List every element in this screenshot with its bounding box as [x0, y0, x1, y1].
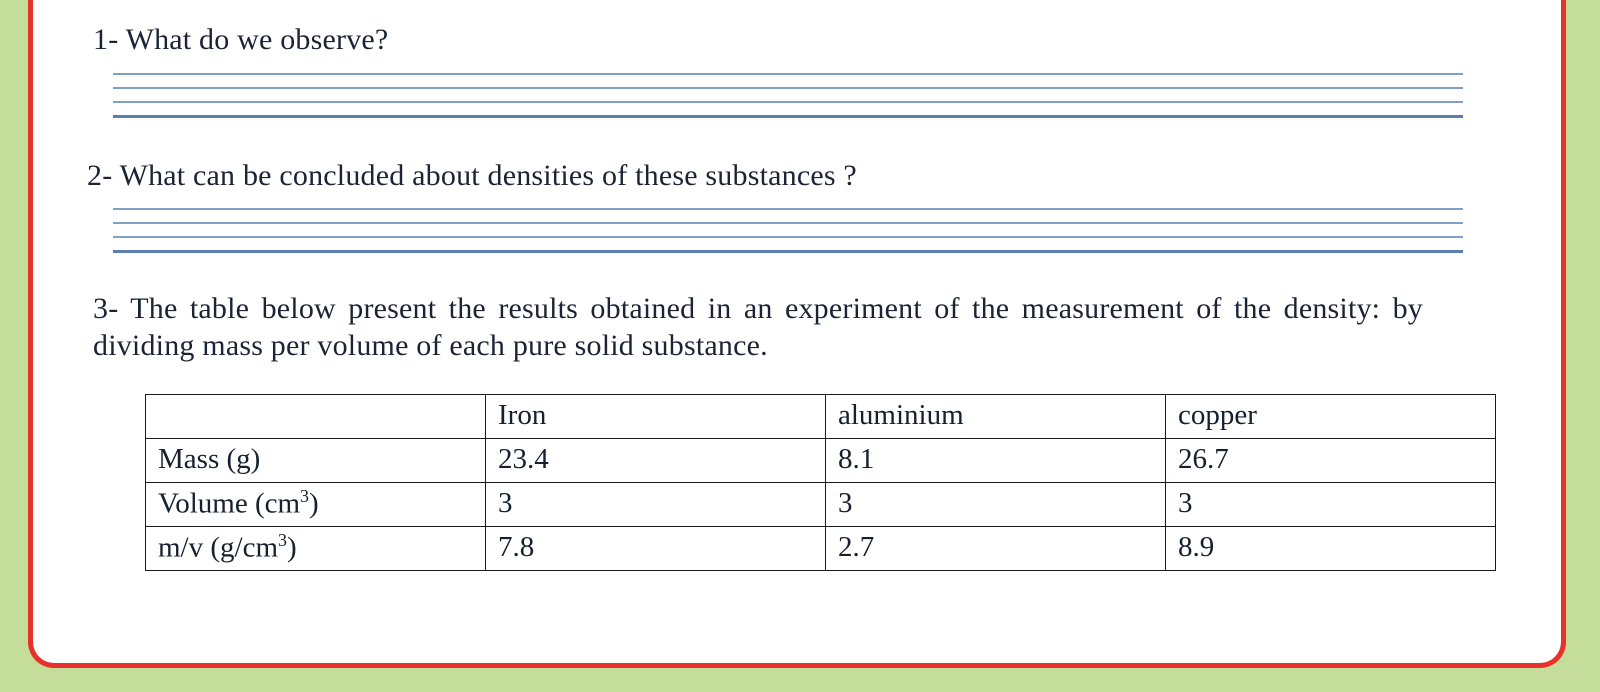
cell-mass-iron: 23.4	[486, 439, 826, 483]
table-header-row	[146, 395, 1496, 439]
cell-mass-aluminium: 8.1	[826, 439, 1166, 483]
table-row	[146, 527, 1496, 571]
question-2	[87, 158, 1511, 195]
question-3	[93, 291, 1423, 364]
table-row	[146, 439, 1496, 483]
cell-density-copper: 8.9	[1166, 527, 1496, 571]
table-row	[146, 483, 1496, 527]
answer-line[interactable]	[113, 236, 1463, 238]
row-label-density-suffix: )	[287, 531, 297, 564]
answer-line[interactable]	[113, 87, 1463, 89]
results-table	[145, 394, 1496, 571]
question-2-text: What can be concluded about densities of these substances ?	[119, 158, 857, 192]
slide-frame	[28, 0, 1566, 668]
cell-volume-iron: 3	[486, 483, 826, 527]
question-1-text: What do we observe?	[125, 23, 389, 56]
cell-mass-copper: 26.7	[1166, 439, 1496, 483]
answer-lines-block-1[interactable]	[113, 73, 1463, 118]
question-1	[93, 22, 1511, 59]
cell-volume-copper: 3	[1166, 483, 1496, 527]
cell-density-iron: 7.8	[486, 527, 826, 571]
answer-line[interactable]	[113, 208, 1463, 210]
question-2-number: 2-	[87, 158, 113, 192]
answer-line[interactable]	[113, 73, 1463, 75]
answer-line[interactable]	[113, 222, 1463, 224]
table-header-aluminium: aluminium	[826, 395, 1166, 439]
row-label-volume	[146, 483, 486, 527]
row-label-volume-exponent: 3	[300, 486, 310, 507]
row-label-density	[146, 527, 486, 571]
row-label-density-exponent: 3	[278, 530, 287, 551]
row-label-mass: Mass (g)	[146, 439, 486, 483]
row-label-density-text: m/v (g/cm	[158, 531, 279, 564]
table-header-copper: copper	[1166, 395, 1496, 439]
table-header-iron: Iron	[486, 395, 826, 439]
row-label-volume-text: Volume (cm	[158, 487, 301, 520]
question-3-number: 3-	[93, 292, 119, 326]
answer-lines-block-2[interactable]	[113, 208, 1463, 253]
answer-line[interactable]	[113, 101, 1463, 103]
table-corner-cell	[146, 395, 486, 439]
spacer-2	[65, 253, 1511, 291]
question-1-number: 1-	[93, 23, 119, 56]
cell-density-aluminium: 2.7	[826, 527, 1166, 571]
spacer-1	[65, 118, 1511, 158]
cell-volume-aluminium: 3	[826, 483, 1166, 527]
row-label-volume-suffix: )	[309, 487, 319, 520]
slide-content	[33, 0, 1561, 663]
question-3-text: The table below present the results obtained in an experiment of the measurement of the density: by dividing mass per volume of each pure solid substance.	[93, 292, 1423, 362]
